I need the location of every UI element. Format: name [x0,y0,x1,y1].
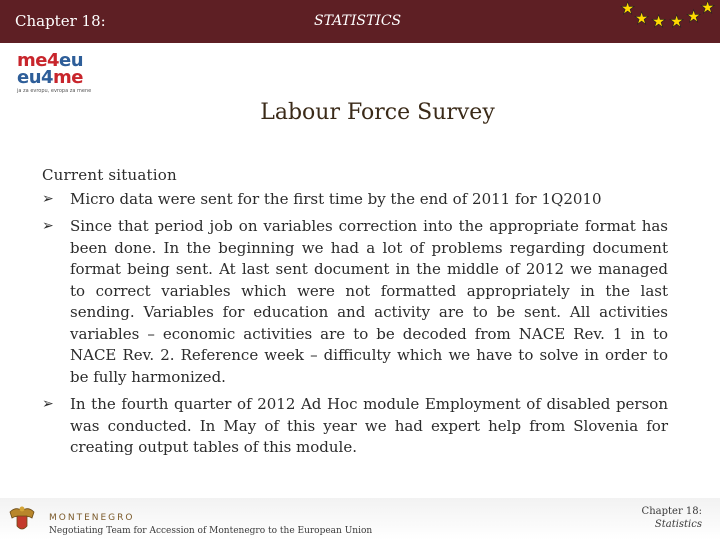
logo-text: me4 [17,50,59,71]
coat-of-arms-icon [6,504,38,534]
eu-stars-decoration [590,0,720,34]
logo-text: eu4 [17,67,54,88]
star-icon: ★ [634,9,650,29]
star-icon: ★ [651,12,667,32]
slide-title: Labour Force Survey [260,100,495,125]
star-icon: ★ [669,12,685,32]
bullet-item [42,216,668,388]
star-icon: ★ [686,7,702,27]
topic-label: STATISTICS [314,13,402,29]
logo-tagline: ja za evropu, evropa za mene [17,88,92,94]
bullet-text: Since that period job on variables correction into the appropriate format has been done. In the beginning we had a lot of problems regarding document format being sent. At last sent document in the middle of 2012 we managed to correct variables which were not formatted appropriately in the last sending. Variables for education and activity are to be sent. All activities variables – economic activities are to be decoded from NACE Rev. 1 in to NACE Rev. 2. Reference week – difficulty which we have to solve in order to be fully harmonized. [70,217,668,386]
footer-country: MONTENEGRO [49,513,135,523]
chapter-label: Chapter 18: [15,12,106,30]
bullet-text: In the fourth quarter of 2012 Ad Hoc module Employment of disabled person was conducted. In May of this year we had expert help from Slovenia for creating output tables of this module. [70,395,668,456]
star-icon: ★ [620,0,636,19]
slide-content [42,165,668,465]
me4eu-logo [17,52,107,97]
logo-text: eu [59,50,84,71]
section-subheading: Current situation [42,166,177,184]
footer-team: Negotiating Team for Accession of Montenegro to the European Union [49,526,373,536]
footer-topic-label: Statistics [654,519,702,530]
footer-chapter-label: Chapter 18: [641,506,702,517]
logo-text: me [53,67,84,88]
arrow-bullet-icon: ➢ [42,396,54,412]
bullet-item [42,189,668,211]
bullet-text: Micro data were sent for the first time by the end of 2011 for 1Q2010 [70,189,602,208]
star-icon: ★ [700,0,716,18]
bullet-item [42,394,668,459]
footer-bar [0,498,720,540]
arrow-bullet-icon: ➢ [42,218,54,234]
footer-chapter [642,505,702,531]
arrow-bullet-icon: ➢ [42,190,54,207]
